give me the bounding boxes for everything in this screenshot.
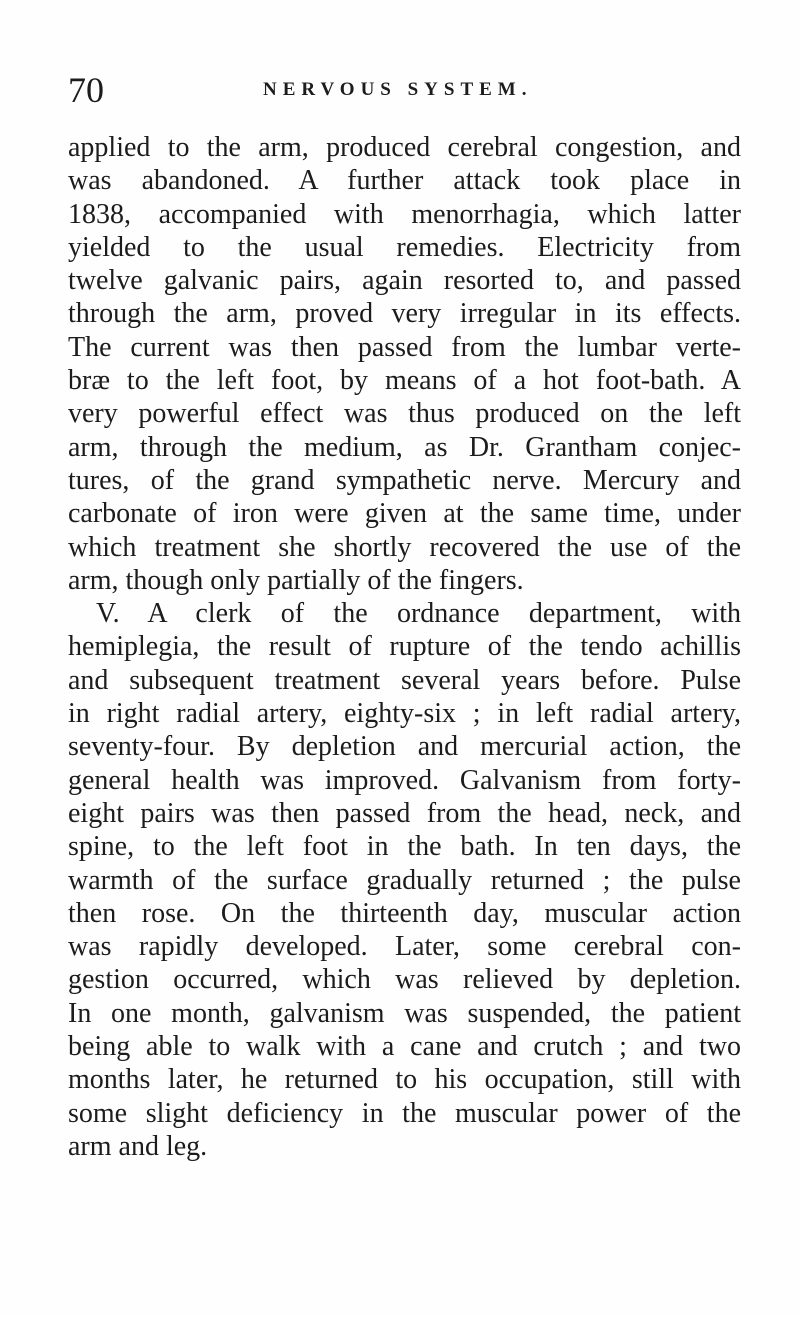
text-line: some slight deficiency in the muscular power of the [68, 1097, 741, 1129]
text-line: arm, though only partially of the fingers. [68, 564, 524, 596]
text-line: was abandoned. A further attack took place in [68, 165, 741, 197]
text-line: then rose. On the thirteenth day, muscular action [68, 897, 741, 929]
text-line: warmth of the surface gradually returned ; the pulse [68, 864, 741, 896]
running-title: NERVOUS SYSTEM. [263, 79, 533, 100]
body-text [68, 131, 741, 1163]
text-line: tures, of the grand sympathetic nerve. Mercury and [68, 464, 741, 496]
page-number: 70 [68, 70, 104, 110]
text-line: yielded to the usual remedies. Electricity from [68, 231, 741, 263]
text-line: 1838, accompanied with menorrhagia, which latter [68, 198, 741, 230]
text-line: hemiplegia, the result of rupture of the tendo achillis [68, 631, 741, 663]
text-line: The current was then passed from the lumbar verte- [68, 331, 741, 363]
text-line: months later, he returned to his occupation, still with [68, 1064, 741, 1096]
text-line: was rapidly developed. Later, some cerebral con- [68, 931, 741, 963]
text-line: twelve galvanic pairs, again resorted to, and passed [68, 265, 741, 297]
text-line: which treatment she shortly recovered the use of the [68, 531, 741, 563]
text-line: eight pairs was then passed from the head, neck, and [68, 797, 741, 829]
text-line: carbonate of iron were given at the same time, under [68, 498, 741, 530]
text-line: spine, to the left foot in the bath. In ten days, the [68, 831, 741, 863]
text-line: applied to the arm, produced cerebral congestion, and [68, 132, 741, 163]
text-line: seventy-four. By depletion and mercurial action, the [68, 731, 741, 763]
text-line: In one month, galvanism was suspended, the patient [68, 997, 741, 1029]
text-line: and subsequent treatment several years before. Pulse [68, 664, 741, 696]
text-line: being able to walk with a cane and crutch ; and two [68, 1031, 741, 1063]
text-line: bræ to the left foot, by means of a hot foot-bath. A [68, 365, 741, 397]
text-line: arm, through the medium, as Dr. Grantham conjec- [68, 431, 741, 463]
text-line: very powerful effect was thus produced on the left [68, 398, 741, 430]
text-line: through the arm, proved very irregular in its effects. [68, 298, 741, 330]
text-line: general health was improved. Galvanism from forty- [68, 764, 741, 796]
text-line: arm and leg. [68, 1130, 208, 1162]
text-line: V. A clerk of the ordnance department, with [96, 598, 741, 630]
text-line: in right radial artery, eighty-six ; in left radial artery, [68, 698, 741, 730]
running-head [68, 70, 740, 110]
text-line: gestion occurred, which was relieved by depletion. [68, 964, 741, 996]
